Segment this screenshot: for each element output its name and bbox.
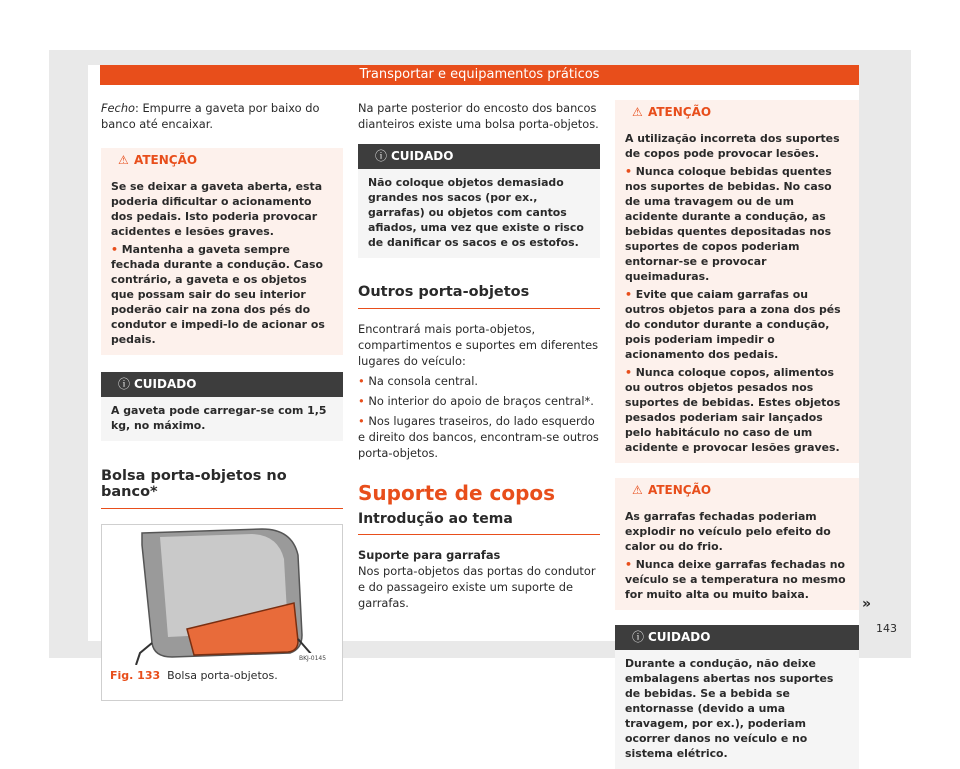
sub-heading: Suporte para garrafas [358,548,501,562]
warning-header: ⚠ ATENÇÃO [101,148,343,173]
seat-bag-illustration [102,525,342,665]
sub-text: Nos porta-objetos das portas do condutor e do passageiro existe um suporte de garrafas. [358,564,596,610]
list-item: • Na consola central. [358,374,478,388]
bullet-icon: • [358,374,369,388]
continue-mark: » [862,596,872,612]
warning-box-drawer [101,148,343,355]
info-circle-icon: ⓘ [375,149,388,163]
chapter-title: Suporte de copos [358,481,556,505]
caution-body: A gaveta pode carregar-se com 1,5 kg, no máximo. [101,397,343,441]
subchapter-title: Introdução ao tema [358,511,600,535]
bullet-icon: • [625,366,636,379]
caution-header: ⓘ CUIDADO [358,144,600,169]
bullet-icon: • [625,165,636,178]
info-circle-icon: ⓘ [118,377,131,391]
list-item: • No interior do apoio de braços central*. [358,394,594,408]
info-circle-icon: ⓘ [632,630,645,644]
chapter-banner: Transportar e equipamentos práticos [100,65,859,85]
seat-bag-intro: Na parte posterior do encosto dos bancos dianteiros existe uma bolsa porta-objetos. [358,101,599,131]
warning-box-bottles [615,478,859,610]
figure-caption: Fig. 133 Bolsa porta-objetos. [110,669,278,682]
caution-box-bags [358,144,600,258]
caution-body: Não coloque objetos demasiado grandes nos sacos (por ex., garrafas) ou objetos com cantos afiados, uma vez que existe o risco de danificar os sacos e os estofos. [358,169,600,258]
warning-body: A utilização incorreta dos suportes de copos pode provocar lesões. • Nunca coloque bebidas quentes nos suportes de bebidas. No caso de uma travagem ou de um acidente durante a condução, as bebidas quentes depositadas nos suportes de copos poderiam entornar-se e provocar queimaduras. • Evite que caiam garrafas ou outros objetos para a zona dos pés do condutor durante a condução, pois poderiam impedir o acionamento dos pedais. • Nunca coloque copos, alimentos ou outros objetos pesados nos suportes de bebidas. Estes objetos pesados poderiam sair lançados pelo habitáculo no caso de um acidente e provocar lesões graves. [625,132,841,454]
warning-box-cupholders [615,100,859,463]
bullet-icon: • [625,558,636,571]
column-1 [101,100,343,701]
figure-133 [101,524,343,701]
list-item: • Nos lugares traseiros, do lado esquerdo e direito dos bancos, encontram-se outros porta-objetos. [358,414,599,460]
caution-body: Durante a condução, não deixe embalagens abertas nos suportes de bebidas. Se a bebida se entornasse (devido a uma travagem, por ex.), poderiam ocorrer danos no veículo e no sistema elétrico. [615,650,859,769]
bullet-icon: • [358,394,369,408]
closing-instruction: Fecho: Empurre a gaveta por baixo do banco até encaixar. [101,101,320,131]
bullet-icon: • [625,288,636,301]
warning-body: Se se deixar a gaveta aberta, esta poderia dificultar o acionamento dos pedais. Isto poderia provocar acidentes e lesões graves. • Mantenha a gaveta sempre fechada durante a condução. Caso contrário, a gaveta e os objetos que possam sair do seu interior poderão cair na zona dos pés do condutor e impedi-lo de acionar os pedais. [111,180,325,346]
caution-header: ⓘ CUIDADO [615,625,859,650]
warning-triangle-icon: ⚠ [118,153,129,167]
warning-header: ⚠ ATENÇÃO [615,478,859,503]
page-number: 143 [876,622,897,635]
warning-header: ⚠ ATENÇÃO [615,100,859,125]
figure-code: BKJ-0145 [299,655,327,662]
column-3 [615,100,859,769]
section-title-seat-bag: Bolsa porta-objetos no banco* [101,468,343,509]
warning-triangle-icon: ⚠ [632,105,643,119]
warning-triangle-icon: ⚠ [632,483,643,497]
caution-header: ⓘ CUIDADO [101,372,343,397]
bullet-icon: • [111,243,122,256]
warning-body: As garrafas fechadas poderiam explodir no veículo pelo efeito do calor ou do frio. • Nunca deixe garrafas fechadas no veículo se a temperatura no mesmo for muito alta ou muito baixa. [625,510,846,601]
column-2 [358,100,600,611]
other-storage-para: Encontrará mais porta-objetos, compartimentos e suportes em diferentes lugares do veículo: [358,322,599,368]
caution-box-drawer [101,372,343,441]
caution-box-drinks [615,625,859,769]
bullet-icon: • [358,414,369,428]
section-title-other-storage: Outros porta-objetos [358,284,600,309]
